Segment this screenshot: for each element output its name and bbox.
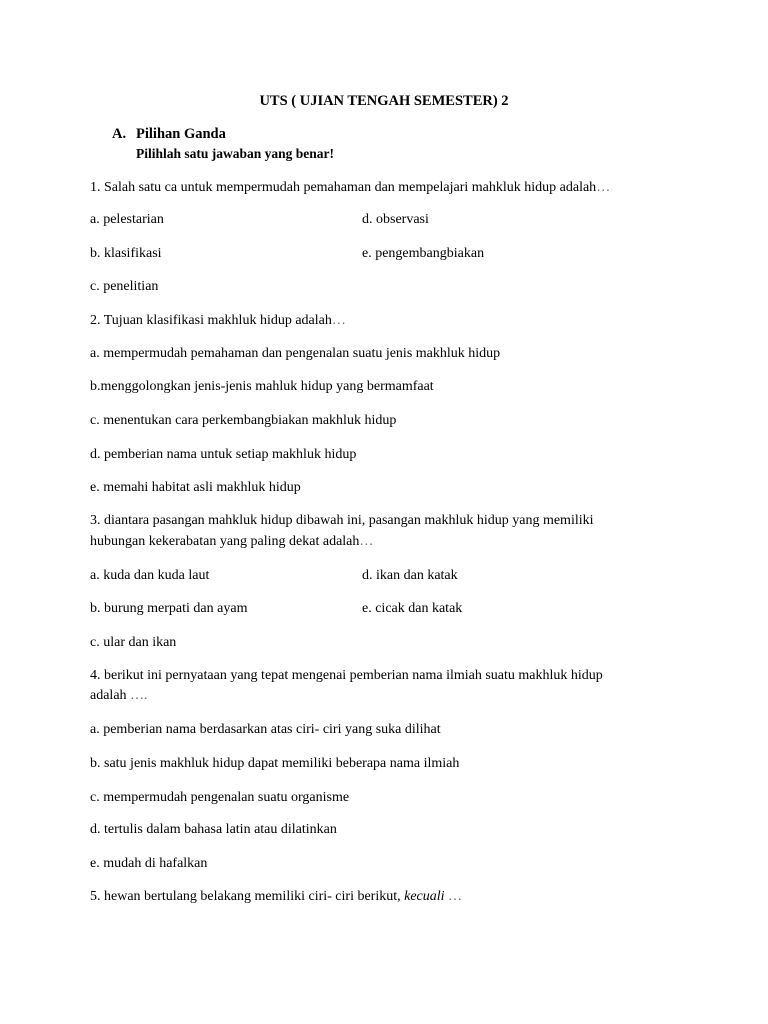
- option-1e: e. pengembangbiakan: [362, 246, 485, 261]
- option-4d: d. tertulis dalam bahasa latin atau dilatinkan: [90, 822, 337, 837]
- question-3-line-2: [90, 534, 373, 550]
- option-2c: c. menentukan cara perkembangbiakan makhluk hidup: [90, 413, 397, 428]
- option-3d: d. ikan dan katak: [362, 568, 458, 583]
- option-2a: a. mempermudah pemahaman dan pengenalan suatu jenis makhluk hidup: [90, 346, 501, 361]
- question-3-line-1: 3. diantara pasangan mahkluk hidup dibawah ini, pasangan makhluk hidup yang memiliki: [90, 513, 594, 528]
- option-3a: a. kuda dan kuda laut: [90, 568, 210, 583]
- question-4-line-1: 4. berikut ini pernyataan yang tepat mengenai pemberian nama ilmiah suatu makhluk hidup: [90, 668, 603, 683]
- option-4b: b. satu jenis makhluk hidup dapat memiliki beberapa nama ilmiah: [90, 756, 460, 771]
- question-emphasis: kecuali: [404, 889, 445, 904]
- option-2d: d. pemberian nama untuk setiap makhluk hidup: [90, 447, 357, 462]
- option-1c: c. penelitian: [90, 279, 159, 294]
- question-text: hubungan kekerabatan yang paling dekat adalah: [90, 534, 360, 549]
- exam-title: UTS ( UJIAN TENGAH SEMESTER) 2: [259, 93, 509, 109]
- question-1: [90, 180, 610, 196]
- option-3c: c. ular dan ikan: [90, 635, 177, 650]
- question-text: 1. Salah satu ca untuk mempermudah pemahaman dan mempelajari mahkluk hidup adalah: [90, 180, 597, 195]
- question-text: 2. Tujuan klasifikasi makhluk hidup adalah: [90, 313, 332, 328]
- section-instruction: Pilihlah satu jawaban yang benar!: [136, 146, 335, 161]
- section-letter: A.: [112, 126, 127, 142]
- section-name: Pilihan Ganda: [136, 126, 226, 142]
- option-4a: a. pemberian nama berdasarkan atas ciri- ciri yang suka dilihat: [90, 722, 441, 737]
- option-1b: b. klasifikasi: [90, 246, 162, 261]
- question-text: 5. hewan bertulang belakang memiliki ciri- ciri berikut,: [90, 889, 401, 904]
- question-5: [90, 889, 462, 905]
- question-ellipsis: ….: [130, 688, 148, 703]
- question-text: adalah: [90, 688, 127, 703]
- option-3b: b. burung merpati dan ayam: [90, 601, 248, 616]
- question-ellipsis: …: [448, 889, 463, 904]
- option-1a: a. pelestarian: [90, 212, 164, 227]
- question-ellipsis: …: [359, 534, 374, 549]
- option-2e: e. memahi habitat asli makhluk hidup: [90, 480, 301, 495]
- question-2: [90, 313, 346, 329]
- question-ellipsis: …: [331, 313, 346, 328]
- section-heading: [112, 126, 226, 143]
- option-1d: d. observasi: [362, 212, 429, 227]
- option-2b: b.menggolongkan jenis-jenis mahluk hidup yang bermamfaat: [90, 379, 434, 394]
- option-4c: c. mempermudah pengenalan suatu organisme: [90, 790, 350, 805]
- option-3e: e. cicak dan katak: [362, 601, 463, 616]
- question-4-line-2: [90, 688, 148, 704]
- question-ellipsis: …: [596, 180, 611, 195]
- option-4e: e. mudah di hafalkan: [90, 856, 208, 871]
